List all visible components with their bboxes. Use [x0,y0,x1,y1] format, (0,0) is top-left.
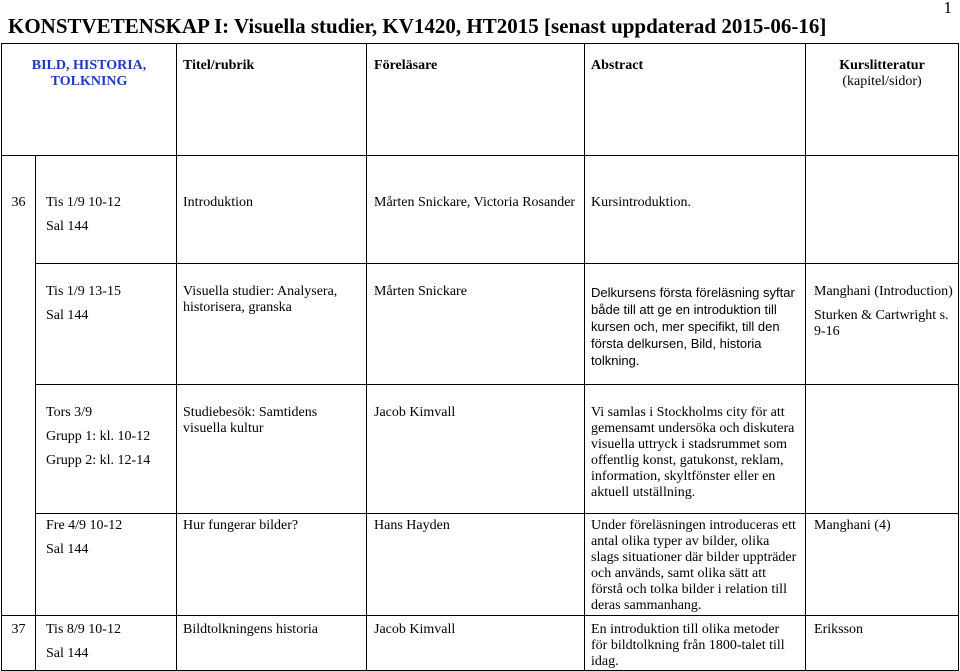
row-3-title: Studiebesök: Samtidens visuella kultur [177,385,367,514]
row-5-title: Bildtolkningens historia [177,616,367,671]
document-title: KONSTVETENSKAP I: Visuella studier, KV1420, HT2015 [senast uppdaterad 2015-06-16] [8,14,827,38]
row-4-literature: Manghani (4) [806,514,959,616]
header-abstract: Abstract [585,44,806,156]
row-1-title: Introduktion [177,156,367,264]
row-4-title: Hur fungerar bilder? [177,514,367,616]
row-1-when: Tis 1/9 10-12 Sal 144 [36,156,177,264]
header-literature: Kurslitteratur (kapitel/sidor) [806,44,959,156]
header-topic: BILD, HISTORIA, TOLKNING [2,44,177,156]
row-1-abstract: Kursintroduktion. [585,156,806,264]
row-3-abstract: Vi samlas i Stockholms city för att gemensamt undersöka och diskutera visuella uttryck i stadsrummet som offentlig konst, gatukonst, reklam, information, skyltfönster eller en aktuell utställning. [585,385,806,514]
header-lecturer: Föreläsare [367,44,585,156]
week-37: 37 [2,616,36,671]
row-4-when: Fre 4/9 10-12 Sal 144 [36,514,177,616]
row-1-lecturer: Mårten Snickare, Victoria Rosander [367,156,585,264]
table-row [2,514,959,616]
row-2-when: Tis 1/9 13-15 Sal 144 [36,264,177,385]
row-2-abstract: Delkursens första föreläsning syftar både till att ge en introduktion till kursen och, mer specifikt, till den första delkursen, Bild, historia tolkning. [585,264,806,385]
row-5-abstract: En introduktion till olika metoder för bildtolkning från 1800-talet till idag. [585,616,806,671]
row-3-literature [806,385,959,514]
row-1-literature [806,156,959,264]
page-number: 1 [943,0,952,17]
row-4-abstract: Under föreläsningen introduceras ett antal olika typer av bilder, olika slags situationer där bilder uppträder och används, samt olika sätt att förstå och tolka bilder i relation till deras sammanhang. [585,514,806,616]
table-row [2,264,959,385]
row-3-lecturer: Jacob Kimvall [367,385,585,514]
row-4-lecturer: Hans Hayden [367,514,585,616]
row-2-title: Visuella studier: Analysera, historisera, granska [177,264,367,385]
row-3-when: Tors 3/9 Grupp 1: kl. 10-12 Grupp 2: kl. 12-14 [36,385,177,514]
week-37-block [2,616,959,671]
week-36-block [2,156,959,264]
row-5-literature: Eriksson [806,616,959,671]
week-36: 36 [2,156,36,616]
row-5-lecturer: Jacob Kimvall [367,616,585,671]
schedule-table [1,43,959,671]
table-row [2,385,959,514]
header-row [2,44,959,156]
header-title: Titel/rubrik [177,44,367,156]
row-2-literature: Manghani (Introduction) Sturken & Cartwright s. 9-16 [806,264,959,385]
row-2-lecturer: Mårten Snickare [367,264,585,385]
row-5-when: Tis 8/9 10-12 Sal 144 [36,616,177,671]
